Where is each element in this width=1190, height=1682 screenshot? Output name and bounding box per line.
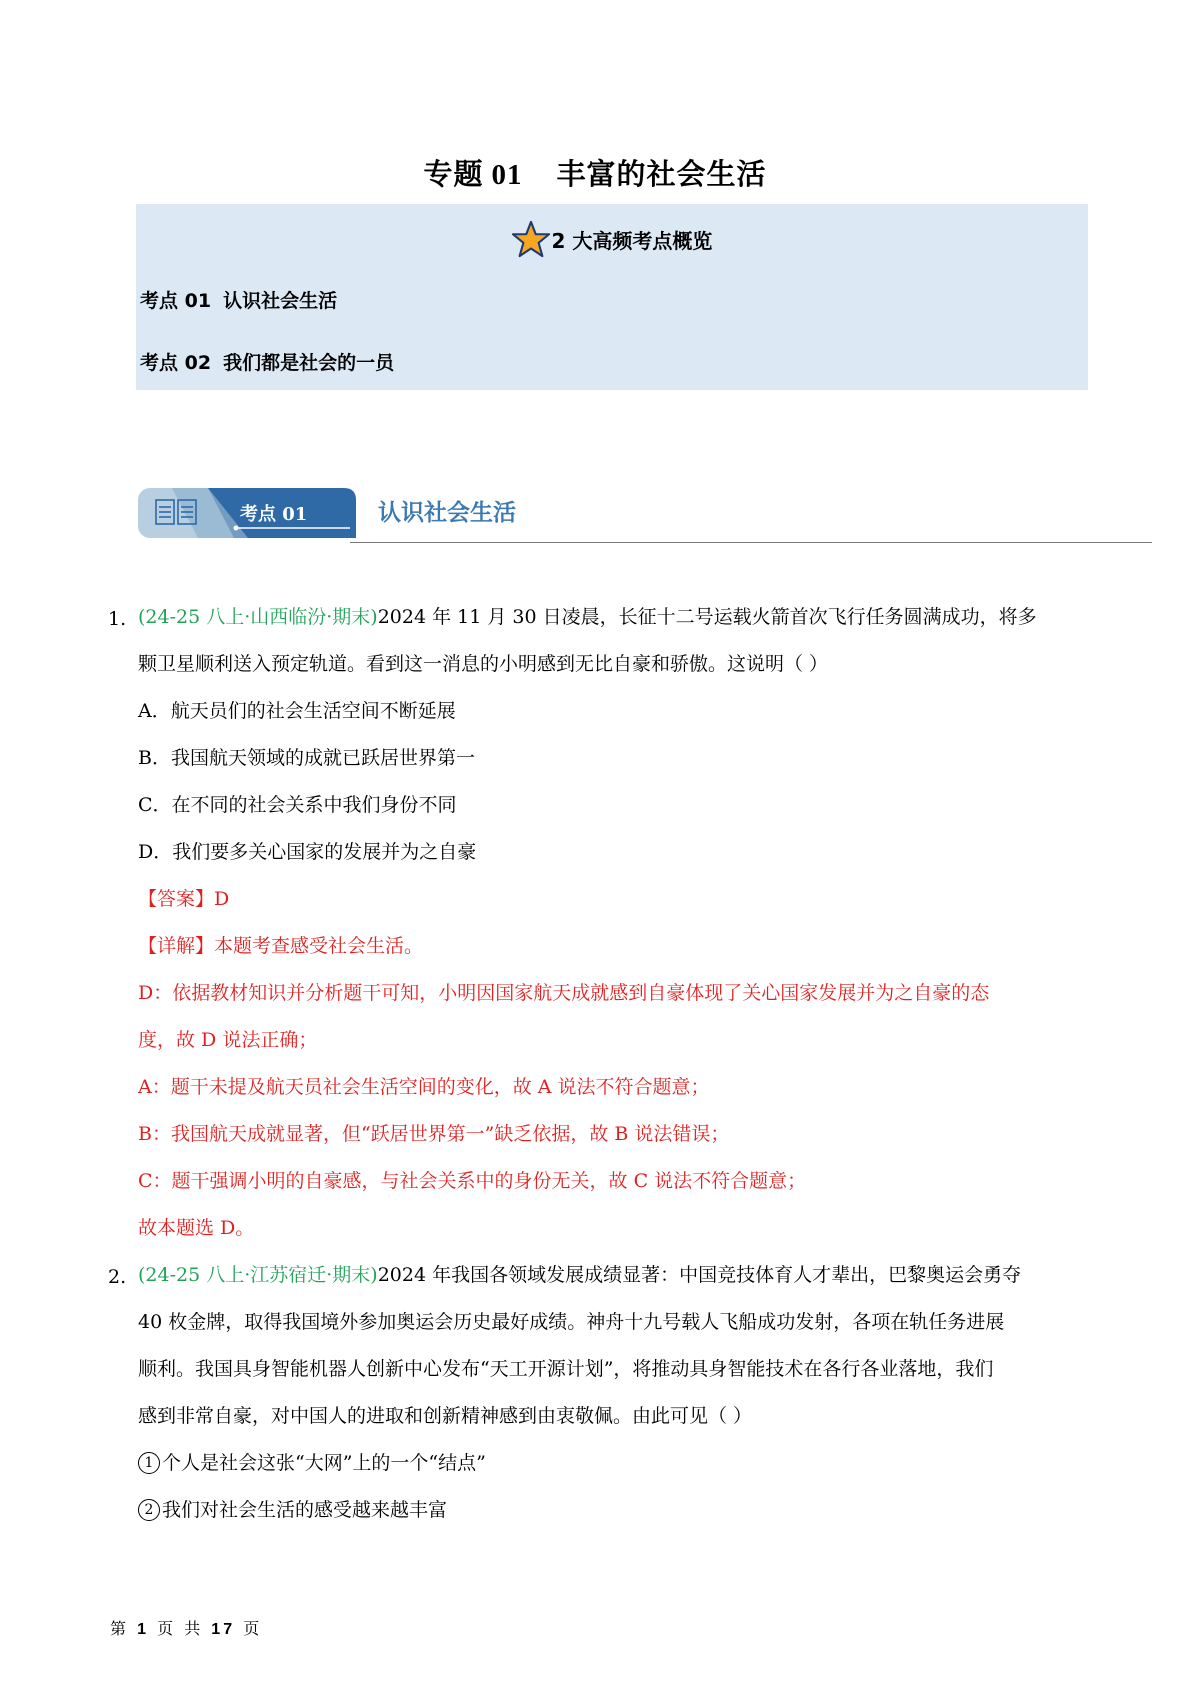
detail-line: C：题干强调小明的自豪感，与社会关系中的身份无关，故 C 说法不符合题意； <box>138 1170 807 1192</box>
question-number: 2. <box>108 1266 127 1288</box>
question-stem: (24-25 八上·江苏宿迁·期末)2024 年我国各领域发展成绩显著：中国竞技体育人才辈出，巴黎奥运会勇夺 <box>138 1264 1022 1286</box>
option-d: D．我们要多关心国家的发展并为之自豪 <box>138 841 477 863</box>
detail-line: B：我国航天成就显著，但“跃居世界第一”缺乏依据，故 B 说法错误； <box>138 1123 730 1145</box>
option-a: A．航天员们的社会生活空间不断延展 <box>138 700 456 722</box>
question-stem: 40 枚金牌，取得我国境外参加奥运会历史最好成绩。神舟十九号载人飞船成功发射，各项在轨任务进展 <box>138 1311 1005 1333</box>
section-badge-label: 考点 01 <box>240 504 308 525</box>
overview-box <box>136 204 1088 390</box>
conclusion: 故本题选 D。 <box>138 1217 255 1239</box>
question-stem: 感到非常自豪，对中国人的进取和创新精神感到由衷敬佩。由此可见（ ） <box>138 1405 753 1427</box>
overview-item: 考点 02 我们都是社会的一员 <box>140 352 395 374</box>
statement-1: 1 个人是社会这张“大网”上的一个“结点” <box>138 1440 486 1487</box>
section-divider <box>350 542 1152 543</box>
answer: 【答案】D <box>138 888 230 910</box>
page-title: 专题 01 丰富的社会生活 <box>423 157 767 191</box>
page-footer: 第 1 页 共 17 页 <box>110 1619 263 1638</box>
overview-heading: 2 大高频考点概览 <box>136 220 1088 258</box>
star-icon <box>512 220 550 258</box>
question-stem: (24-25 八上·山西临汾·期末)2024 年 11 月 30 日凌晨，长征十二号运载火箭首次飞行任务圆满成功，将多 <box>138 606 1037 628</box>
detail-line: 度，故 D 说法正确； <box>138 1029 318 1051</box>
detail-line: D：依据教材知识并分析题干可知，小明因国家航天成就感到自豪体现了关心国家发展并为之自豪的态 <box>138 982 990 1004</box>
question-number: 1. <box>108 608 127 630</box>
option-b: B．我国航天领域的成就已跃居世界第一 <box>138 747 475 769</box>
question-stem: 颗卫星顺利送入预定轨道。看到这一消息的小明感到无比自豪和骄傲。这说明（ ） <box>138 653 829 675</box>
statement-2: 2 我们对社会生活的感受越来越丰富 <box>138 1487 447 1534</box>
overview-item: 考点 01 认识社会生活 <box>140 290 338 312</box>
section-title: 认识社会生活 <box>378 500 516 526</box>
option-c: C．在不同的社会关系中我们身份不同 <box>138 794 457 816</box>
detail-label: 【详解】本题考查感受社会生活。 <box>138 935 424 957</box>
section-badge <box>138 484 356 542</box>
detail-line: A：题干未提及航天员社会生活空间的变化，故 A 说法不符合题意； <box>138 1076 710 1098</box>
question-stem: 顺利。我国具身智能机器人创新中心发布“天工开源计划”，将推动具身智能技术在各行各业落地，我们 <box>138 1358 994 1380</box>
